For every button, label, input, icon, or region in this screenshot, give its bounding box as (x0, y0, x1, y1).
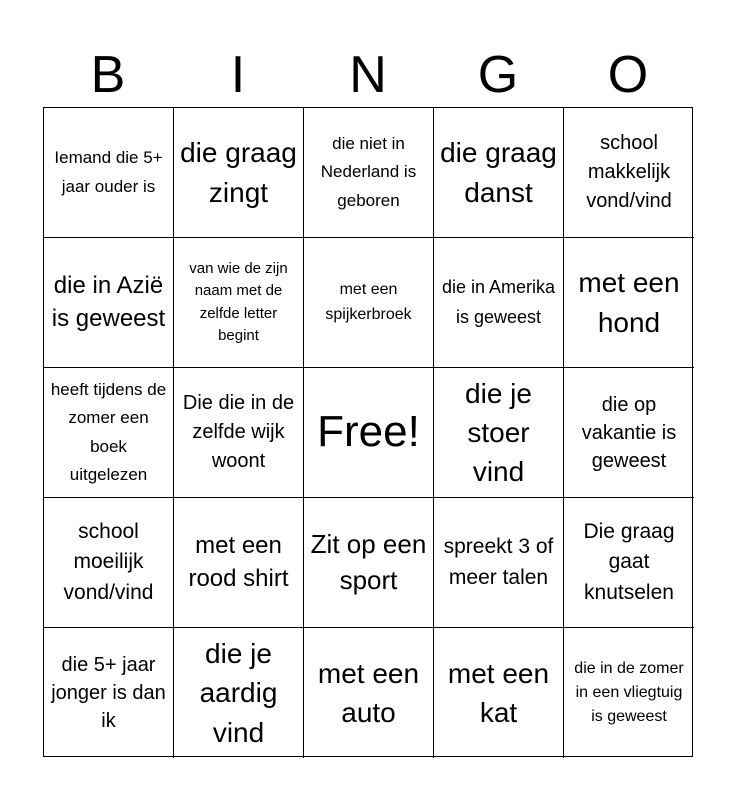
cell-text: met een auto (317, 657, 420, 728)
bingo-cell[interactable] (434, 368, 564, 498)
free-label: Free! (317, 407, 420, 457)
bingo-cell[interactable] (44, 628, 174, 758)
header-letter-i: I (230, 46, 246, 104)
cell-text: met een spijkerbroek (325, 280, 412, 323)
bingo-cell[interactable] (174, 628, 304, 758)
cell-text: die graag zingt (180, 137, 297, 208)
cell-text: met een rood shirt (188, 532, 289, 592)
bingo-cell[interactable] (304, 498, 434, 628)
bingo-cell[interactable] (434, 498, 564, 628)
cell-text: Zit op een sport (310, 529, 427, 595)
bingo-cell[interactable] (174, 498, 304, 628)
cell-text: heeft tijdens de zomer een boek uitgelezen (50, 380, 167, 484)
header-letter-g: G (477, 46, 519, 104)
bingo-cell[interactable] (304, 628, 434, 758)
bingo-cell[interactable] (304, 108, 434, 238)
cell-text: die in Azië is geweest (51, 272, 166, 332)
cell-text: van wie de zijn naam met de zelfde letter begint (189, 259, 288, 344)
cell-text: Iemand die 5+ jaar ouder is (54, 148, 163, 196)
bingo-cell[interactable] (304, 238, 434, 368)
cell-text: met een hond (578, 267, 680, 338)
cell-text: die je stoer vind (465, 377, 532, 488)
header-letter-o: O (607, 46, 649, 104)
bingo-cell[interactable] (564, 368, 694, 498)
cell-text: die niet in Nederland is geboren (320, 134, 417, 210)
bingo-cell[interactable] (44, 498, 174, 628)
bingo-cell[interactable] (174, 238, 304, 368)
bingo-cell[interactable] (174, 108, 304, 238)
cell-text: die 5+ jaar jonger is dan ik (51, 654, 166, 732)
cell-text: school moeilijk vond/vind (63, 519, 154, 604)
cell-text: die graag danst (440, 137, 557, 208)
bingo-grid (43, 107, 693, 757)
bingo-cell[interactable] (434, 628, 564, 758)
cell-text: met een kat (447, 657, 550, 728)
cell-text: school makkelijk vond/vind (586, 132, 672, 212)
bingo-cell[interactable] (564, 628, 694, 758)
cell-text: Die die in de zelfde wijk woont (182, 392, 295, 472)
bingo-header (43, 40, 693, 110)
cell-text: die je aardig vind (199, 638, 278, 748)
header-letter-b: B (90, 46, 126, 104)
cell-text: spreekt 3 of meer talen (443, 535, 554, 589)
cell-text: die in de zomer in een vliegtuig is geweest (574, 660, 684, 725)
bingo-cell[interactable] (434, 238, 564, 368)
bingo-cell[interactable] (174, 368, 304, 498)
cell-text: Die graag gaat knutselen (583, 519, 675, 604)
bingo-cell[interactable] (44, 368, 174, 498)
cell-text: die op vakantie is geweest (581, 393, 677, 472)
bingo-cell[interactable] (434, 108, 564, 238)
bingo-cell[interactable] (44, 108, 174, 238)
bingo-cell[interactable] (44, 238, 174, 368)
free-cell[interactable] (304, 368, 434, 498)
cell-text: die in Amerika is geweest (441, 276, 556, 327)
bingo-cell[interactable] (564, 108, 694, 238)
bingo-cell[interactable] (564, 238, 694, 368)
header-letter-n: N (349, 46, 387, 104)
bingo-cell[interactable] (564, 498, 694, 628)
